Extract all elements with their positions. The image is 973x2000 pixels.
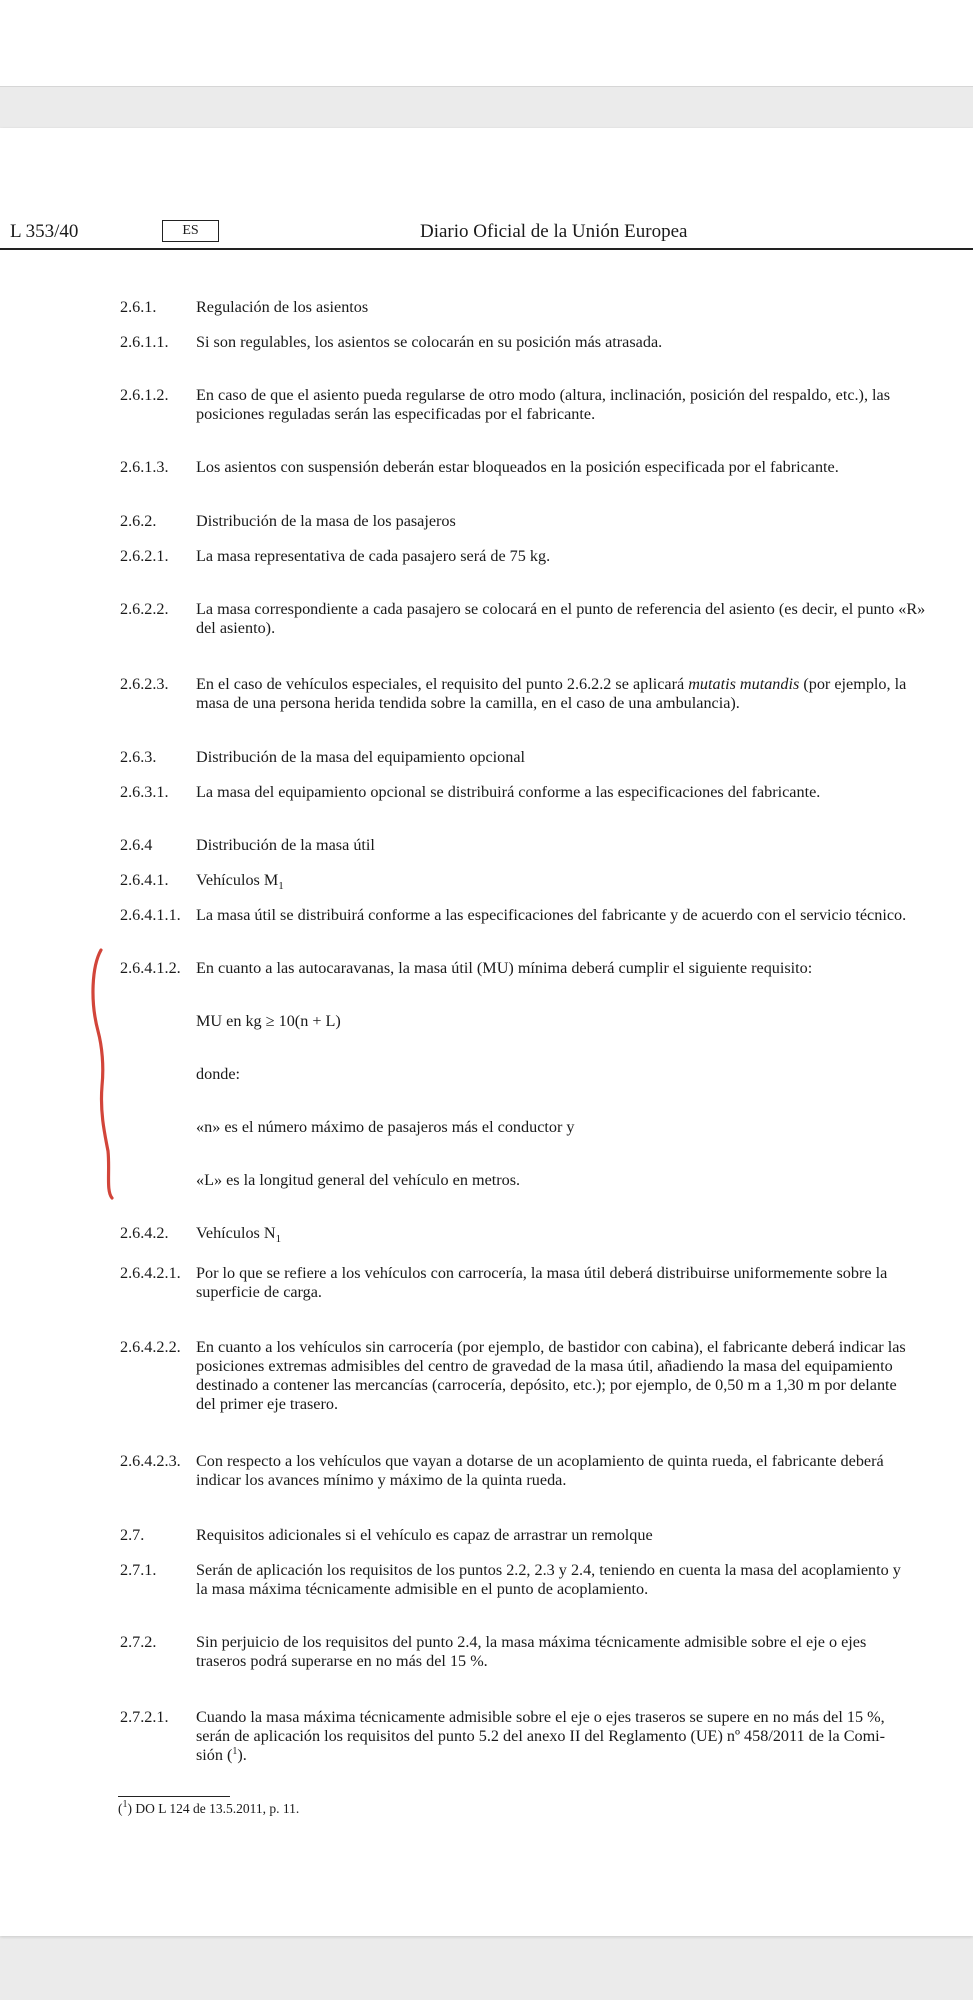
latin-phrase: mutatis mutandis — [688, 675, 800, 693]
section-text: En caso de que el asiento pueda regularse de otro modo (altura, inclinación, posición del respaldo, etc.), las — [196, 386, 891, 404]
section-number: 2.6.2.3. — [120, 675, 169, 693]
language-badge: ES — [162, 220, 219, 242]
text-run: En el caso de vehículos especiales, el requisito del punto 2.6.2.2 se aplicará — [196, 675, 689, 693]
section-number: 2.6.4.2. — [120, 1224, 169, 1242]
section-text: En cuanto a las autocaravanas, la masa útil (MU) mínima deberá cumplir el siguiente requisito: — [196, 959, 813, 977]
subscript: 1 — [278, 880, 284, 892]
footnote: ($^1$) DO L 124 de 13.5.2011, p. 11. — [118, 1799, 300, 1816]
section-text: La masa del equipamiento opcional se distribuirá conforme a las especificaciones del fabricante. — [196, 783, 821, 801]
section-text: posiciones extremas admisibles del centro de gravedad de la masa útil, añadiendo la masa del equipamiento — [196, 1357, 893, 1375]
section-number: 2.6.2.2. — [120, 600, 169, 618]
formula-text: MU en kg ≥ 10(n + L) — [196, 1012, 341, 1030]
footnote-text: DO L 124 de 13.5.2011, p. 11. — [132, 1801, 300, 1816]
section-number: 2.6.4.1.1. — [120, 906, 181, 924]
section-heading: Regulación de los asientos — [196, 298, 369, 316]
handwritten-bracket-annotation — [90, 946, 130, 1206]
section-text: la masa máxima técnicamente admisible en el punto de acoplamiento. — [196, 1580, 649, 1598]
journal-title: Diario Oficial de la Unión Europea — [420, 221, 688, 242]
section-heading — [196, 871, 284, 892]
section-heading: Distribución de la masa útil — [196, 836, 375, 854]
section-number: 2.7.2. — [120, 1633, 157, 1651]
section-text: En cuanto a los vehículos sin carrocería (por ejemplo, de bastidor con cabina), el fabricante deberá indicar las — [196, 1338, 906, 1356]
section-number: 2.6.4.2.2. — [120, 1338, 181, 1356]
page-body — [0, 128, 973, 1936]
section-text: Serán de aplicación los requisitos de los puntos 2.2, 2.3 y 2.4, teniendo en cuenta la masa del acoplamiento y — [196, 1561, 901, 1579]
definition-text: «L» es la longitud general del vehículo en metros. — [196, 1171, 521, 1189]
page-reference: L 353/40 — [10, 221, 79, 242]
footnote-rule — [118, 1796, 230, 1797]
definition-text: «n» es el número máximo de pasajeros más el conductor y — [196, 1118, 575, 1136]
section-text: Sin perjuicio de los requisitos del punto 2.4, la masa máxima técnicamente admisible sobre el eje o ejes — [196, 1633, 867, 1651]
section-text: La masa representativa de cada pasajero será de 75 kg. — [196, 547, 551, 565]
section-number: 2.6.4.1.2. — [120, 959, 181, 977]
subscript: 1 — [275, 1233, 282, 1245]
section-number: 2.6.4.1. — [120, 871, 169, 889]
section-heading — [196, 1224, 281, 1245]
footnote-ref[interactable]: 1 — [232, 1746, 238, 1757]
section-text: masa de una persona herida tendida sobre la camilla, en el caso de una ambulancia). — [196, 694, 740, 712]
section-text: La masa útil se distribuirá conforme a las especificaciones del fabricante y de acuerdo con el servicio técnico. — [196, 906, 907, 924]
viewer-top-bar — [0, 0, 973, 87]
section-number: 2.6.4.2.3. — [120, 1452, 181, 1470]
section-number: 2.6.2.1. — [120, 547, 169, 565]
text-run: Vehículos M — [196, 871, 279, 889]
section-text: superficie de carga. — [196, 1283, 322, 1301]
section-number: 2.6.1. — [120, 298, 157, 316]
text-run: sión ( — [196, 1746, 233, 1764]
section-number: 2.6.1.1. — [120, 333, 169, 351]
section-number: 2.6.3.1. — [120, 783, 169, 801]
section-number: 2.7. — [120, 1526, 145, 1544]
section-heading: Distribución de la masa del equipamiento opcional — [196, 748, 526, 766]
section-text: Si son regulables, los asientos se colocarán en su posición más atrasada. — [196, 333, 663, 351]
section-number: 2.6.1.2. — [120, 386, 169, 404]
section-number: 2.6.1.3. — [120, 458, 169, 476]
section-text: indicar los avances mínimo y máximo de la quinta rueda. — [196, 1471, 567, 1489]
section-text: posiciones reguladas serán las especificadas por el fabricante. — [196, 405, 596, 423]
section-text: Con respecto a los vehículos que vayan a dotarse de un acoplamiento de quinta rueda, el fabricante deberá — [196, 1452, 884, 1470]
section-text: destinado a contener las mercancías (carrocería, depósito, etc.); por ejemplo, de 0,50 m a 1,30 m por delante — [196, 1376, 897, 1394]
section-heading: Distribución de la masa de los pasajeros — [196, 512, 456, 530]
document-page — [0, 128, 973, 1936]
section-text: del primer eje trasero. — [196, 1395, 339, 1413]
text-run: ). — [237, 1746, 247, 1764]
section-number: 2.6.4 — [120, 836, 153, 854]
section-text: La masa correspondiente a cada pasajero se colocará en el punto de referencia del asiento (es decir, el punto «R» — [196, 600, 926, 618]
where-text: donde: — [196, 1065, 241, 1083]
section-number: 2.7.2.1. — [120, 1708, 169, 1726]
section-text: Los asientos con suspensión deberán estar bloqueados en la posición especificada por el fabricante. — [196, 458, 839, 476]
footnote-mark: 1 — [122, 1799, 128, 1810]
section-text: traseros podrá superarse en no más del 15 %. — [196, 1652, 488, 1670]
section-number: 2.6.2. — [120, 512, 157, 530]
section-number: 2.6.3. — [120, 748, 157, 766]
text-run: (por ejemplo, la — [799, 675, 907, 693]
section-text — [196, 675, 906, 694]
text-run: Vehículos N — [196, 1224, 276, 1242]
section-number: 2.6.4.2.1. — [120, 1264, 181, 1282]
section-number: 2.7.1. — [120, 1561, 157, 1579]
section-heading: Requisitos adicionales si el vehículo es capaz de arrastrar un remolque — [196, 1526, 653, 1544]
section-text — [196, 1746, 247, 1767]
section-text: del asiento). — [196, 619, 276, 637]
section-text: Cuando la masa máxima técnicamente admisible sobre el eje o ejes traseros se supere en no más del 15 %, — [196, 1708, 885, 1726]
section-text: Por lo que se refiere a los vehículos con carrocería, la masa útil deberá distribuirse uniformemente sobre la — [196, 1264, 888, 1282]
section-text: serán de aplicación los requisitos del punto 5.2 del anexo II del Reglamento (UE) nº 458/2011 de la Comi- — [196, 1727, 886, 1745]
